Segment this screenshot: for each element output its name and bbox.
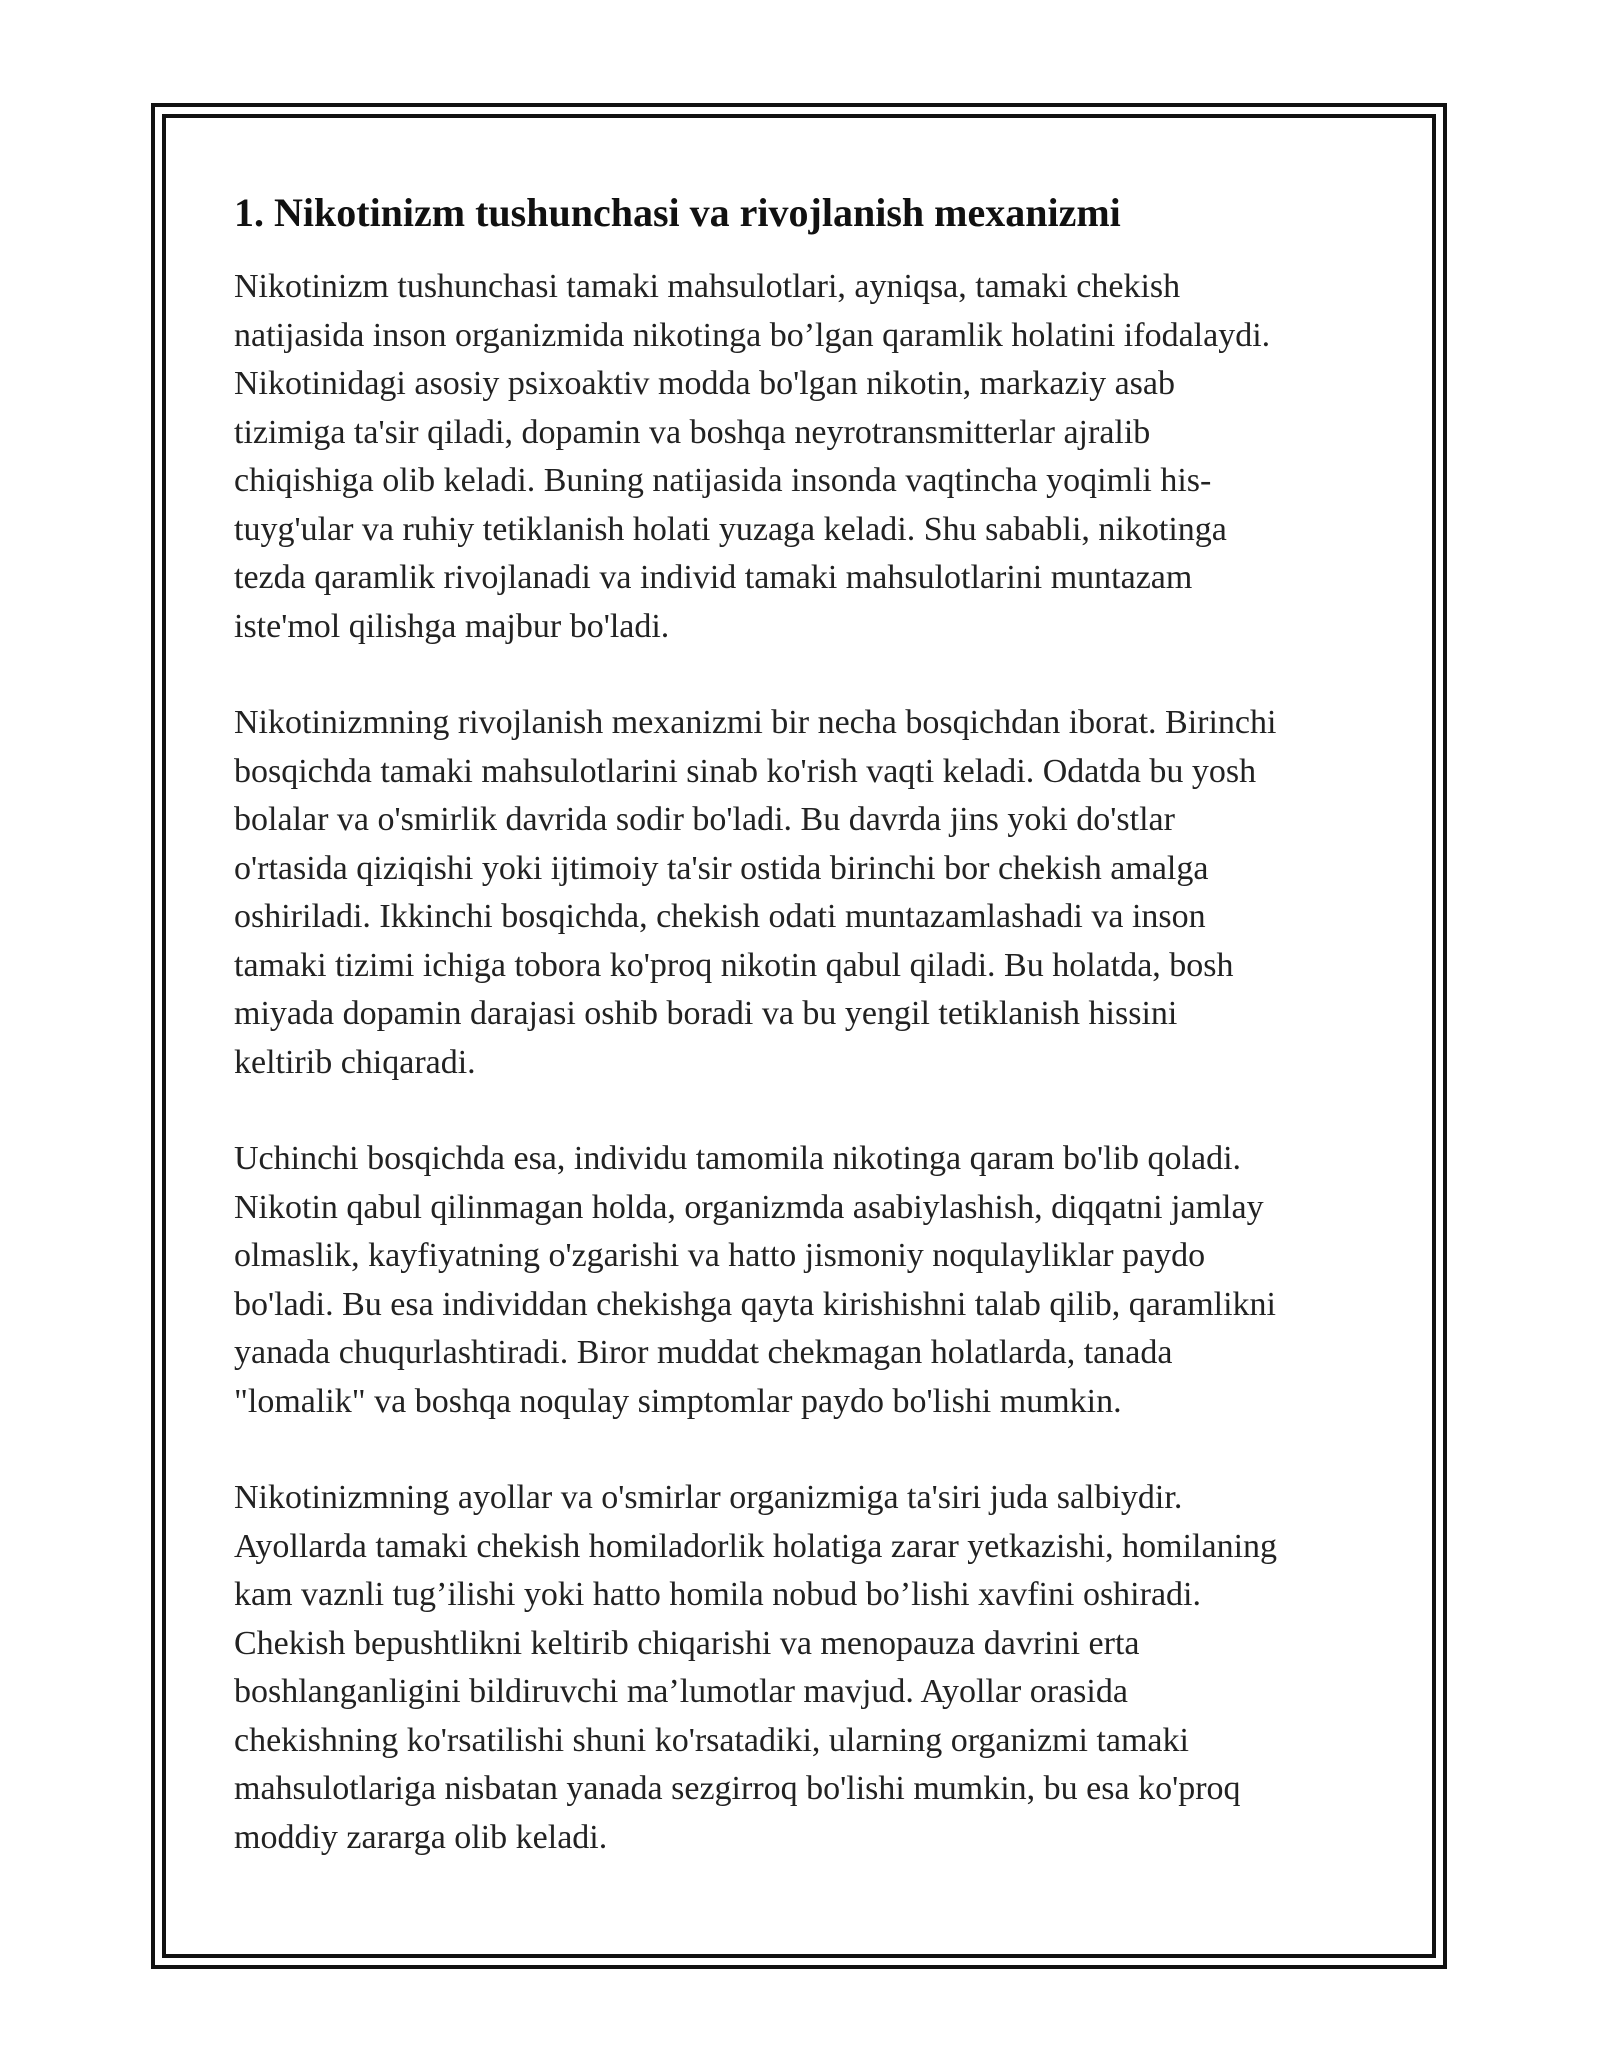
text-line: chiqishiga olib keladi. Buning natijasida insonda vaqtincha yoqimli his- (234, 462, 1212, 499)
text-line: moddiy zararga olib keladi. (234, 1818, 608, 1856)
text-line: boshlanganligini bildiruvchi ma’lumotlar mavjud. Ayollar orasida (234, 1673, 1128, 1710)
text-line: tezda qaramlik rivojlanadi va individ tamaki mahsulotlarini muntazam (234, 559, 1193, 596)
paragraph-development-mechanism (234, 699, 1374, 1087)
text-line: bo'ladi. Bu esa individdan chekishga qayta kirishishni talab qilib, qaramlikni (234, 1285, 1276, 1323)
document-body (234, 183, 1374, 1910)
text-line: oshiriladi. Ikkinchi bosqichda, chekish odati muntazamlashadi va inson (234, 898, 1206, 935)
text-line: kam vaznli tug’ilishi yoki hatto homila nobud bo’lishi xavfini oshiradi. (234, 1576, 1201, 1613)
text-line: miyada dopamin darajasi oshib boradi va bu yengil tetiklanish hissini (234, 995, 1178, 1032)
text-line: tizimiga ta'sir qiladi, dopamin va boshqa neyrotransmitterlar ajralib (234, 413, 1151, 451)
text-line: tuyg'ular va ruhiy tetiklanish holati yuzaga keladi. Shu sababli, nikotinga (234, 510, 1227, 548)
text-line: Nikotinizmning rivojlanish mexanizmi bir necha bosqichdan iborat. Birinchi (234, 704, 1277, 741)
text-line: bosqichda tamaki mahsulotlarini sinab ko'rish vaqti keladi. Odatda bu yosh (234, 752, 1257, 790)
text-line: Uchinchi bosqichda esa, individu tamomila nikotinga qaram bo'lib qoladi. (234, 1140, 1242, 1177)
text-line: Nikotinizm tushunchasi tamaki mahsulotlari, ayniqsa, tamaki chekish (234, 268, 1181, 305)
text-line: olmaslik, kayfiyatning o'zgarishi va hatto jismoniy noqulayliklar paydo (234, 1237, 1206, 1274)
text-line: bolalar va o'smirlik davrida sodir bo'ladi. Bu davrda jins yoki do'stlar (234, 801, 1175, 838)
text-line: Nikotinidagi asosiy psixoaktiv modda bo'lgan nikotin, markaziy asab (234, 365, 1175, 402)
text-line: natijasida inson organizmida nikotinga bo’lgan qaramlik holatini ifodalaydi. (234, 316, 1271, 354)
text-line: keltirib chiqaradi. (234, 1043, 476, 1081)
text-line: mahsulotlariga nisbatan yanada sezgirroq bo'lishi mumkin, bu esa ko'proq (234, 1770, 1241, 1807)
paragraph-nicotinism-definition (234, 263, 1374, 651)
text-line: iste'mol qilishga majbur bo'ladi. (234, 607, 670, 645)
text-line: yanada chuqurlashtiradi. Biror muddat chekmagan holatlarda, tanada (234, 1334, 1173, 1371)
text-line: tamaki tizimi ichiga tobora ko'proq nikotin qabul qiladi. Bu holatda, bosh (234, 946, 1234, 984)
text-line: "lomalik" va boshqa noqulay simptomlar paydo bo'lishi mumkin. (234, 1382, 1122, 1420)
paragraph-women-teenagers (234, 1474, 1374, 1862)
text-line: o'rtasida qiziqishi yoki ijtimoiy ta'sir ostida birinchi bor chekish amalga (234, 849, 1209, 887)
text-line: Chekish bepushtlikni keltirib chiqarishi va menopauza davrini erta (234, 1624, 1140, 1662)
section-heading: 1. Nikotinizm tushunchasi va rivojlanish mexanizmi (234, 190, 1121, 235)
text-line: chekishning ko'rsatilishi shuni ko'rsatadiki, ularning organizmi tamaki (234, 1721, 1189, 1759)
text-line: Nikotin qabul qilinmagan holda, organizmda asabiylashish, diqqatni jamlay (234, 1188, 1264, 1226)
text-line: Ayollarda tamaki chekish homiladorlik holatiga zarar yetkazishi, homilaning (234, 1527, 1278, 1565)
paragraph-third-stage (234, 1135, 1374, 1426)
text-line: Nikotinizmning ayollar va o'smirlar organizmiga ta'siri juda salbiydir. (234, 1479, 1183, 1516)
